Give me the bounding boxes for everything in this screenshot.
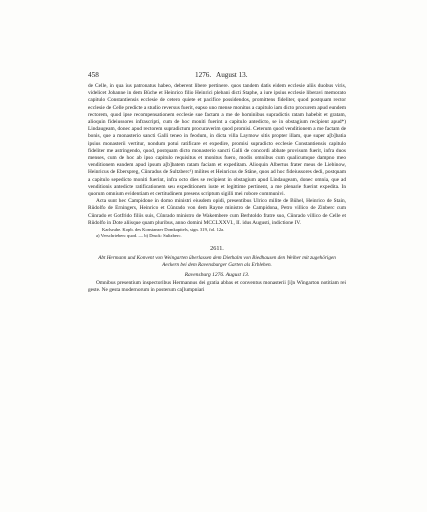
page-header — [88, 70, 346, 80]
header-date: August 13. — [216, 71, 248, 79]
source-note: Karlsruhe. Kopb. des Konstanzer Domkapitels, sign. 319, fol. 12a. — [102, 227, 225, 233]
place-date-line: Ravensburg 1276. August 13. — [184, 272, 250, 279]
document-body — [88, 83, 346, 294]
variant-footnote: a) Verschrieben: quod. — b) Druck: Sultzberc. — [96, 233, 182, 239]
document-number: 2611. — [210, 245, 224, 253]
header-year: 1276. — [195, 71, 212, 79]
charter-paragraph: de Celle, in qua ius patronatus habeo, deberent libere pertinere. quos tandem datis eidem ecclesie aliis duobus viris, videlicet Johanne in dem Büche et Heinrico filio Heinrici plebani dicti Staphe, a iure ipsius ecclesie liberavi memorato capitulo Constantiensis ecclesie de cetero quiete et pacifice possidendos, promittens fideliter, quod postquam rector ecclesie de Celle predicte a studio reversus fuerit, eapso uno mense monitus a capitulo iam dicto procurem apud eundem rectorem, quod ipse recompensationem ecclesie sue factam a me de hominibus supradictis ratam habebit et gratam, alioquin fideiussores infrascripti, cum de hoc moniti fuerint a capitulo antedicto, se in obstagium recipient apud*) Lindaugeam, donec apud rectorem supradictum procuraverim quod promisi. Ceterum quod venditionem a me factam de bonis, que a monasterio sancti Galli teneo in feodum, in dicta villa Laymow sitis propter illam, que super a[b]batia ipsius monasterii vertitur, nondum potui ratificare et expedire, promisi supradicto ecclesie Constantiensis capitulo fideliter me astringendo, quod, postquam dicto monasterio sancti Galli de concordi abbate provisum fuerit, infra duos menses, cum de hoc ab ipso capitulo requisitus et monitus fuero, modis omnibus cum qualicumque dampno meo venditionem eandem apud ipsum a[b]batem ratam faciam et expeditam. Alioquin Albertus frater meus de Liebinow, Heinricus de Eberspreg, Cûnradus de Sultzberc¹) milites et Heinricus de Stâne, quos ad hoc fideiussores dedi, postquam a capitulo sepedicto moniti fuerint, infra octo dies se recipient in obstagium apud Lindaugeam, donec omnia, que ad venditionis antedicte ratificationem seu expeditionem iuste et legittime pertinent, a me plenarie fuerint expedita. In quorum omnium evidentiam et certitudinem presens scriptum sigilli mei robore communivi. — [88, 83, 346, 198]
charter-witness-paragraph: Acta sunt hec Campidone in domo ministri eiusdem opidi, presentibus Ulrico milite de Bühel, Heinrico de Stain, Rûdolfo de Erningers, Heinrico et Cûnrado von dem Rayne ministro de Campidona, Petro villico de Zinberc cum Cûnrado et Gotfrido filiis suis, Cûnrado ministro de Wakembere cum Berhtoldo fratre suo, Cûnrado villico de Celle et Rûdolfo in Dote aliisque quam pluribus, anno domini MCCLXXVI., II. idus Augusti, indictione IV. — [88, 198, 346, 226]
page-number: 458 — [88, 71, 99, 79]
document-summary: Abt Hermann und Konvent von Weingarten überlassen dem Diethalm von Biedhausen den Weiher mit zugehörigen Aeckern bei dem Ravensburger Garten als Erblehen. — [98, 255, 336, 269]
charter-opening-paragraph: Omnibus presentium inspectoribus Hermannus dei gratia abbas et conventus monasterii [i]n Wingarton notitiam rei geste. Ne gesta modernorum in posterum ca[lumpniari — [88, 280, 346, 294]
